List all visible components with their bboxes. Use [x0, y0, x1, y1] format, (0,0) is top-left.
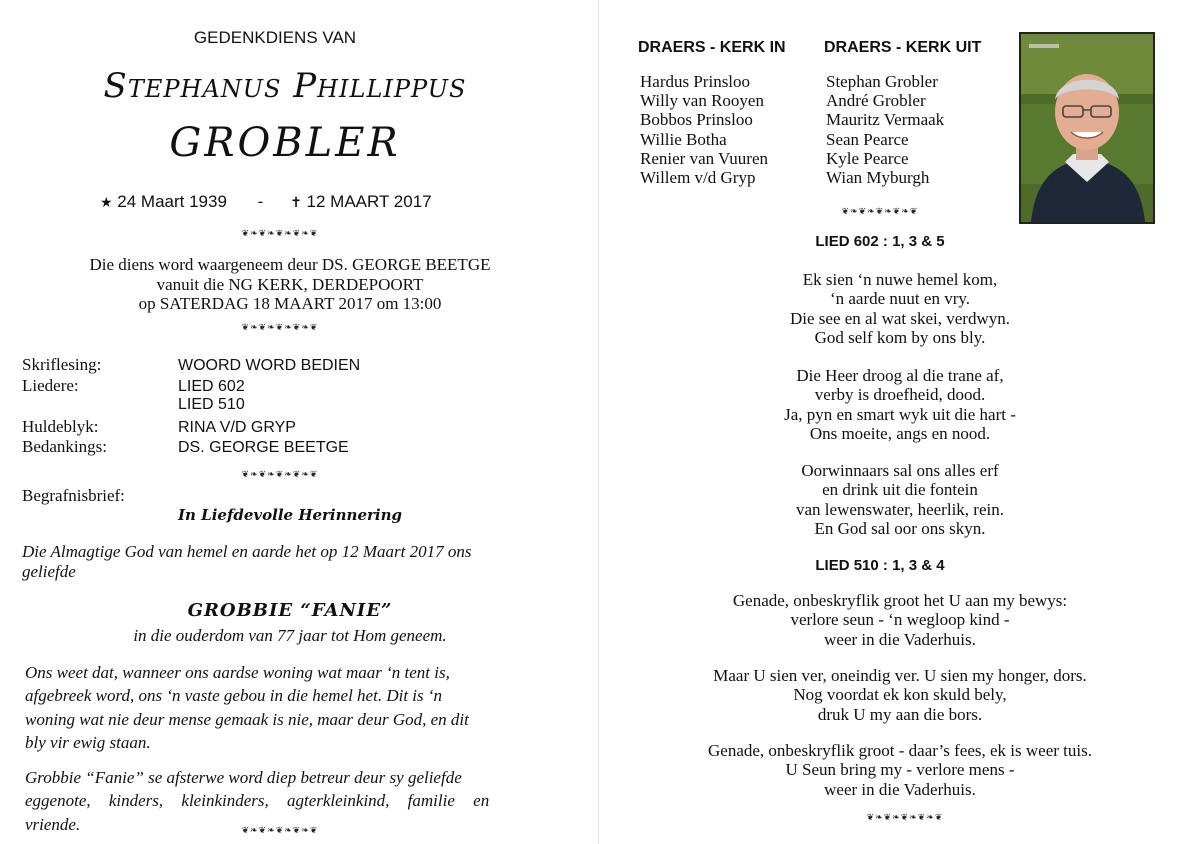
cross-icon: ✝	[290, 195, 302, 211]
list-item: Bobbos Prinsloo	[640, 110, 753, 130]
service-line: Die diens word waargeneem deur DS. GEORGE BEETGE	[89, 255, 491, 274]
program-row: Huldeblyk: RINA V/D GRYP	[22, 416, 296, 436]
service-line: op SATERDAG 18 MAART 2017 om 13:00	[138, 294, 442, 313]
hymn-602-verse: Die Heer droog al die trane af, verby is droefheid, dood. Ja, pyn en smart wyk uit die hart - Ons moeite, angs en nood.	[784, 366, 1016, 444]
ornament-divider: ❦❧❦❧❦❧❦❧❦	[241, 826, 319, 836]
life-dates	[100, 192, 432, 212]
list-item: Willy van Rooyen	[640, 91, 764, 111]
list-item: Sean Pearce	[826, 129, 909, 149]
program-row: Liedere: LIED 602	[22, 375, 245, 395]
letter-label: Begrafnisbrief:	[22, 486, 125, 505]
age-line: in die ouderdom van 77 jaar tot Hom geneem.	[133, 626, 447, 645]
list-item: Kyle Pearce	[826, 148, 909, 168]
hymn-510-verse: Genade, onbeskryflik groot - daar’s fees, ek is weer tuis. U Seun bring my - verlore mens - weer in die Vaderhuis.	[708, 741, 1092, 799]
hymn-602-title: LIED 602 : 1, 3 & 5	[815, 233, 945, 250]
program-row: LIED 510	[178, 396, 245, 413]
ornament-divider: ❦❧❦❧❦❧❦❧❦	[241, 229, 319, 239]
death-date: 12 MAART 2017	[306, 192, 432, 211]
ornament-divider: ❦❧❦❧❦❧❦❧❦	[841, 207, 919, 217]
list-item: Hardus Prinsloo	[640, 72, 751, 91]
list-item: Wian Myburgh	[826, 168, 930, 188]
memorial-heading: GEDENKDIENS VAN	[193, 28, 357, 47]
list-item: Willie Botha	[640, 129, 727, 149]
list-item: Stephan Grobler	[826, 72, 938, 91]
scripture-paragraph: Ons weet dat, wanneer ons aardse woning wat maar ‘n tent is, afgebreek word, ons ‘n vaste gebou in die hemel het. Dit is ‘n woning wat nie deur mense gemaak is nie, maar deur God, en dit bly vir ewig staan.	[25, 663, 469, 752]
mourners-paragraph: Grobbie “Fanie” se afsterwe word diep betreur deur sy geliefde eggenote, kinders, kleinkinders, agterkleinkind, familie en vriende.	[25, 768, 490, 834]
date-separator: -	[257, 192, 264, 211]
list-item: André Grobler	[826, 91, 926, 111]
star-icon: ★	[100, 195, 113, 211]
ornament-divider: ❦❧❦❧❦❧❦❧❦	[866, 813, 944, 823]
bearers-in-title: DRAERS - KERK IN	[638, 39, 786, 56]
service-details	[20, 255, 560, 314]
deceased-surname: GROBLER	[169, 120, 401, 166]
hymn-510-verse: Maar U sien ver, oneindig ver. U sien my honger, dors. Nog voordat ek kon skuld bely, druk U my aan die bors.	[713, 666, 1087, 724]
program-row: Bedankings: DS. GEORGE BEETGE	[22, 437, 349, 456]
ornament-divider: ❦❧❦❧❦❧❦❧❦	[241, 323, 319, 333]
service-line: vanuit die NG KERK, DERDEPOORT	[156, 274, 424, 294]
program-row: Skriflesing: WOORD WORD BEDIEN	[22, 355, 361, 374]
nickname: GROBBIE “FANIE”	[187, 600, 393, 621]
hymn-510-title: LIED 510 : 1, 3 & 4	[815, 557, 945, 574]
program-list	[22, 355, 442, 458]
ornament-divider: ❦❧❦❧❦❧❦❧❦	[241, 470, 319, 480]
announcement-paragraph: Die Almagtige God van hemel en aarde het op 12 Maart 2017 ons geliefde	[22, 542, 472, 581]
hymn-602-verse: Oorwinnaars sal ons alles erf en drink uit die fontein van lewenswater, heerlik, rein. En God sal oor ons skyn.	[796, 461, 1004, 539]
hymn-602-verse: Ek sien ‘n nuwe hemel kom, ‘n aarde nuut en vry. Die see en al wat skei, verdwyn. God self kom by ons bly.	[790, 270, 1010, 348]
letter-title: In Liefdevolle Herinnering	[178, 506, 402, 524]
deceased-first-names: Stephanus Phillippus	[103, 66, 467, 106]
list-item: Willem v/d Gryp	[640, 168, 756, 188]
list-item: Renier van Vuuren	[640, 148, 769, 168]
portrait-photo	[1019, 32, 1155, 224]
bearers-out-list	[826, 72, 944, 187]
birth-date: 24 Maart 1939	[117, 192, 227, 211]
portrait-illustration	[1021, 34, 1153, 222]
bearers-out-title: DRAERS - KERK UIT	[824, 39, 982, 56]
hymn-510-verse: Genade, onbeskryflik groot het U aan my bewys: verlore seun - ‘n wegloop kind - weer in die Vaderhuis.	[732, 591, 1068, 649]
bearers-in-list	[640, 72, 768, 187]
list-item: Mauritz Vermaak	[826, 110, 945, 130]
